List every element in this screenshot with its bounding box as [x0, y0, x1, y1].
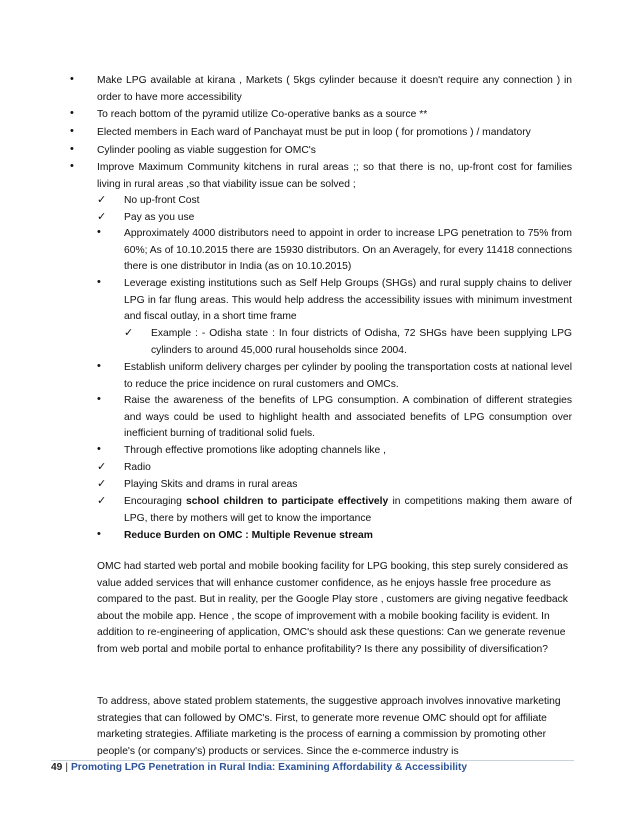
bullet-item — [70, 73, 572, 106]
bullet-icon — [97, 276, 124, 326]
bullet-text: Establish uniform delivery charges per cylinder by pooling the transportation costs at national level to reduce the price incidence on rural customers and OMCs. — [124, 362, 572, 390]
checkmark-icon — [124, 326, 151, 359]
footer-title: Promoting LPG Penetration in Rural India: Examining Affordability & Accessibility — [71, 762, 468, 773]
bullet-text: Elected members in Each ward of Panchayat must be put in loop ( for promotions ) / mandatory — [97, 127, 531, 138]
check-text: Pay as you use — [124, 212, 195, 223]
bullet-text: Raise the awareness of the benefits of LPG consumption. A combination of different strategies and ways could be used to highlight health and associated benefits of LPG consumption over inefficient burning of traditional solid fuels. — [124, 395, 572, 439]
bullet-icon — [70, 125, 97, 142]
checkmark-icon — [97, 210, 124, 227]
check-item — [97, 494, 572, 527]
checkmark-icon — [97, 494, 124, 527]
bullet-icon — [97, 226, 124, 276]
check-item — [97, 210, 572, 227]
checkmark-icon — [97, 460, 124, 477]
bullet-item — [97, 226, 572, 276]
bullet-icon — [97, 528, 124, 545]
bullet-text: To reach bottom of the pyramid utilize Co-operative banks as a source ** — [97, 109, 428, 120]
encouraging-after: in competitions making them aware of LPG, there by mothers will get to know the importance — [124, 496, 573, 524]
check-item — [97, 477, 572, 494]
bullet-icon — [70, 107, 97, 124]
page-number: 49 — [51, 762, 63, 773]
example-item — [124, 326, 572, 359]
footer-separator: | — [65, 762, 68, 773]
check-item — [97, 460, 572, 477]
bullet-item — [97, 276, 572, 326]
bullet-item — [97, 360, 572, 393]
check-text: Playing Skits and drams in rural areas — [124, 479, 298, 490]
bullet-icon — [97, 393, 124, 443]
encouraging-bold: school children to participate effectively — [186, 496, 389, 507]
encouraging-before: Encouraging — [124, 496, 187, 507]
bullet-item — [70, 125, 572, 142]
bullet-text: Leverage existing institutions such as Self Help Groups (SHGs) and rural supply chains to deliver LPG in far flung areas. This would help address the accessibility issues with minimum investment and fiscal outlay, in a short time frame — [124, 278, 572, 322]
bullet-item — [70, 160, 572, 193]
section-heading: Reduce Burden on OMC : Multiple Revenue stream — [124, 530, 373, 541]
check-text: No up-front Cost — [124, 195, 200, 206]
checkmark-icon — [97, 193, 124, 210]
bullet-text: Improve Maximum Community kitchens in rural areas ;; so that there is no, up-front cost for families living in rural areas ,so that viability issue can be solved ; — [97, 162, 572, 190]
paragraph: To address, above stated problem statements, the suggestive approach involves innovative marketing strategies that can followed by OMC's. First, to generate more revenue OMC should opt for affiliate marketing strategies. Affiliate marketing is the process of earning a commission by promoting other people's (or company's) products or services. Since the e-commerce industry is — [97, 696, 561, 757]
checkmark-icon — [97, 477, 124, 494]
check-item — [97, 193, 572, 210]
bullet-item — [70, 107, 572, 124]
bullet-text: Cylinder pooling as viable suggestion for OMC's — [97, 145, 316, 156]
bullet-text: Approximately 4000 distributors need to appoint in order to increase LPG penetration to 75% from 60%; As of 10.10.2015 there are 15930 distributors. On an Averagely, for every 11418 connections there is one distributor in India (as on 10.10.2015) — [124, 228, 572, 272]
bullet-icon — [70, 143, 97, 160]
bullet-item — [70, 143, 572, 160]
check-text: Radio — [124, 462, 151, 473]
section-heading-item — [97, 528, 572, 545]
bullet-icon — [70, 73, 97, 106]
footer-divider — [51, 760, 574, 761]
bullet-icon — [97, 360, 124, 393]
bullet-text: Through effective promotions like adopting channels like , — [124, 445, 386, 456]
bullet-item — [97, 443, 572, 460]
bullet-item — [97, 393, 572, 443]
encouraging-text — [124, 494, 572, 527]
bullet-icon — [97, 443, 124, 460]
bullet-icon — [70, 160, 97, 193]
example-text: Example : - Odisha state : In four districts of Odisha, 72 SHGs have been supplying LPG cylinders to around 45,000 rural households since 2004. — [151, 328, 572, 356]
page-footer — [51, 762, 467, 773]
paragraph: OMC had started web portal and mobile booking facility for LPG booking, this step surely considered as value added services that will enhance customer confidence, as he enjoys hassle free procedure as compared to the past. But in reality, per the Google Play store , customers are giving negative feedback about the mobile app. Hence , the scope of improvement with a mobile booking facility is evident. In addition to re-engineering of application, OMC's should ask these questions: Can we generate revenue from web portal and mobile portal to enhance profitability? Is there any possibility of diversification? — [97, 561, 569, 655]
bullet-text: Make LPG available at kirana , Markets ( 5kgs cylinder because it doesn't require any connection ) in order to have more accessibility — [97, 75, 572, 103]
